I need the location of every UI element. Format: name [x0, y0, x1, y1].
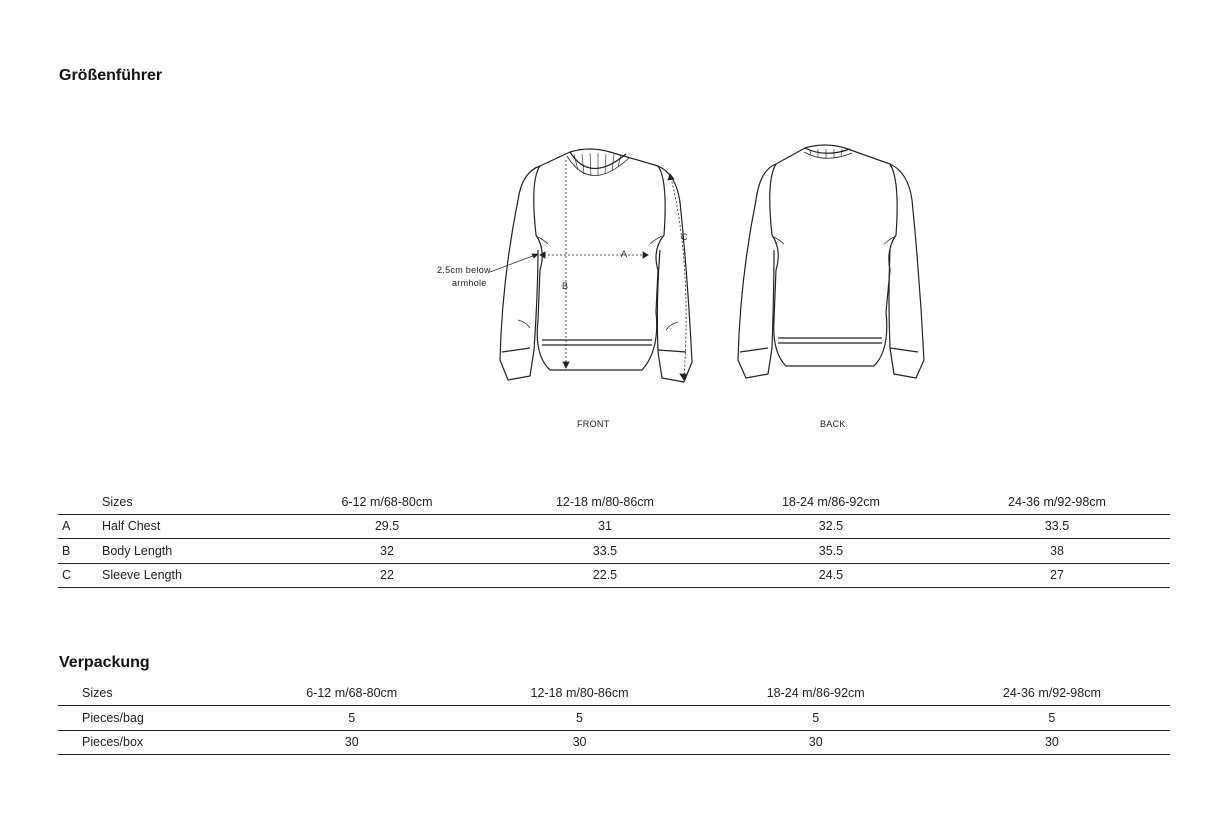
measurement-label-b: B [562, 281, 569, 291]
table-cell: 29.5 [282, 514, 492, 539]
size-header-cell: 24-36 m/92-98cm [1008, 494, 1106, 509]
size-table-header [58, 490, 1170, 514]
row-label: Sleeve Length [102, 563, 282, 588]
row-label: Pieces/box [58, 730, 242, 755]
table-cell: 24.5 [718, 563, 944, 588]
packaging-heading: Verpackung [59, 654, 150, 671]
table-row [58, 563, 1170, 588]
size-header-cell: 6-12 m/68-80cm [306, 686, 398, 700]
table-cell: 30 [934, 730, 1170, 755]
size-header-cell: 12-18 m/80-86cm [555, 494, 654, 509]
size-header-cell: 18-24 m/86-92cm [766, 686, 865, 700]
back-caption: BACK [820, 419, 846, 429]
table-cell: 30 [698, 730, 934, 755]
table-cell: 32.5 [718, 514, 944, 539]
table-cell: 31 [492, 514, 718, 539]
table-cell: 30 [242, 730, 461, 755]
table-row [58, 514, 1170, 539]
size-table [58, 490, 1170, 588]
packaging-table-header [58, 681, 1170, 706]
row-code: A [58, 514, 102, 539]
row-label: Body Length [102, 539, 282, 564]
table-cell: 22 [282, 563, 492, 588]
table-cell: 35.5 [718, 539, 944, 564]
table-cell: 5 [934, 706, 1170, 731]
measurement-label-a: A [621, 249, 628, 259]
table-cell: 22.5 [492, 563, 718, 588]
size-header-label: Sizes [102, 494, 133, 509]
table-cell: 27 [944, 563, 1170, 588]
measurement-label-c: C [681, 232, 688, 242]
front-caption: FRONT [577, 419, 610, 429]
table-cell: 33.5 [492, 539, 718, 564]
front-sweatshirt-drawing [500, 149, 692, 382]
row-code: B [58, 539, 102, 564]
size-header-cell: 24-36 m/92-98cm [1002, 686, 1101, 700]
row-code: C [58, 563, 102, 588]
table-cell: 38 [944, 539, 1170, 564]
packaging-table [58, 681, 1170, 755]
table-cell: 5 [698, 706, 934, 731]
size-header-cell: 12-18 m/80-86cm [530, 686, 629, 700]
row-label: Half Chest [102, 514, 282, 539]
measurement-annotation-armhole: armhole [452, 278, 487, 288]
table-row [58, 730, 1170, 755]
table-cell: 33.5 [944, 514, 1170, 539]
packaging-header-label: Sizes [82, 686, 113, 700]
measurement-annotation: 2.5cm below [437, 265, 491, 275]
table-row [58, 706, 1170, 731]
sweatshirt-technical-drawing [430, 140, 940, 440]
table-row [58, 539, 1170, 564]
table-cell: 32 [282, 539, 492, 564]
row-label: Pieces/bag [58, 706, 242, 731]
size-header-cell: 6-12 m/68-80cm [341, 494, 433, 509]
size-guide-heading: Größenführer [59, 67, 163, 84]
size-header-cell: 18-24 m/86-92cm [781, 494, 880, 509]
table-cell: 30 [461, 730, 697, 755]
back-sweatshirt-drawing [738, 145, 924, 378]
table-cell: 5 [461, 706, 697, 731]
table-cell: 5 [242, 706, 461, 731]
